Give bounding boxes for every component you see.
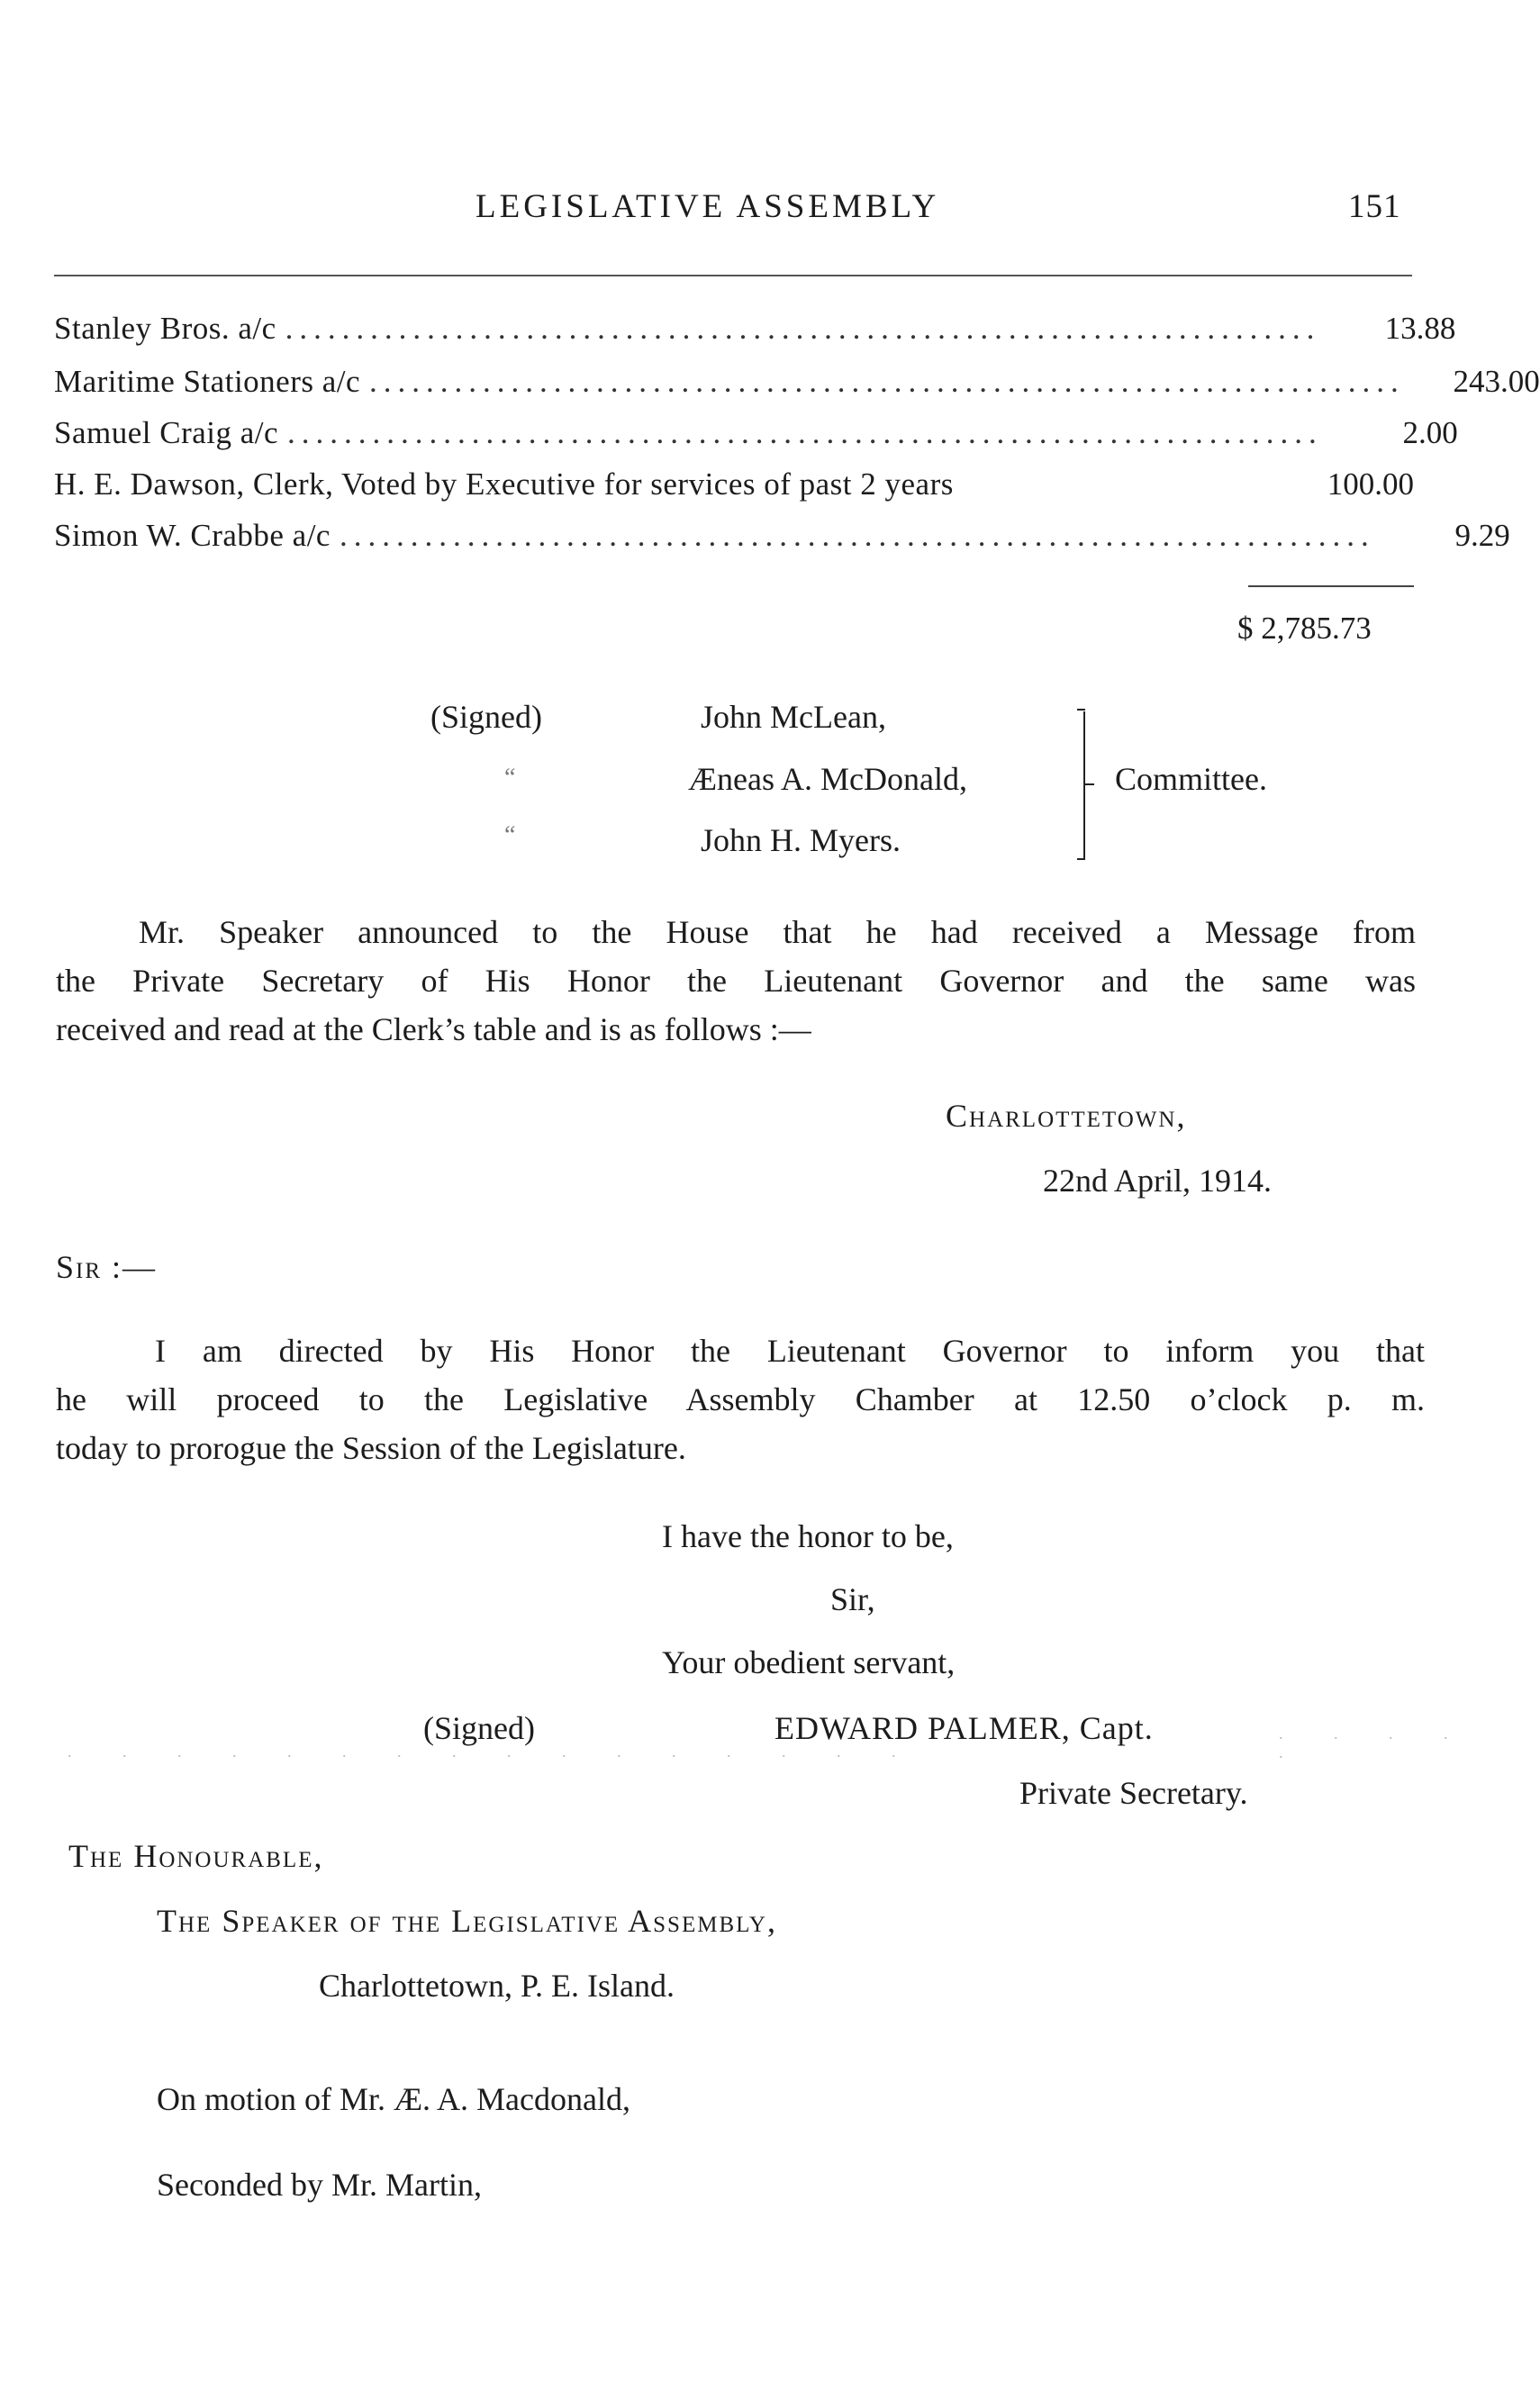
page-header-title: LEGISLATIVE ASSEMBLY xyxy=(476,188,940,225)
paragraph-line: received and read at the Clerk’s table and is as follows :— xyxy=(56,1011,811,1047)
letter-date: 22nd April, 1914. xyxy=(1043,1163,1273,1199)
letter-closing: Sir, xyxy=(830,1581,875,1617)
committee-member: John McLean, xyxy=(701,699,886,735)
committee-member: John H. Myers. xyxy=(701,822,901,858)
account-row xyxy=(54,466,1414,513)
signed-label: (Signed) xyxy=(430,699,542,735)
address-line: The Speaker of the Legislative Assembly, xyxy=(157,1903,777,1939)
paragraph-line: Mr. Speaker announced to the House that he had received a Message from xyxy=(139,914,1416,950)
brace-bottom xyxy=(1077,858,1085,860)
letter-place: Charlottetown, xyxy=(946,1098,1187,1134)
account-row xyxy=(54,364,1540,411)
letter-salutation: Sir :— xyxy=(56,1249,158,1285)
dot-leader: ......................................................................... xyxy=(339,518,1375,553)
dot-leader: ......................................................................... xyxy=(287,415,1323,450)
motion-moved: On motion of Mr. Æ. A. Macdonald, xyxy=(157,2081,630,2117)
paragraph-line: he will proceed to the Legislative Assembly Chamber at 12.50 o’clock p. m. xyxy=(56,1381,1425,1417)
account-amount: 13.88 xyxy=(1384,311,1456,346)
letter-signatory-title: Private Secretary. xyxy=(1019,1775,1248,1811)
brace-top xyxy=(1077,709,1085,711)
ditto-mark: “ xyxy=(504,764,516,792)
letter-body xyxy=(56,1326,1425,1472)
page-number: 151 xyxy=(1348,188,1401,225)
address-line: Charlottetown, P. E. Island. xyxy=(319,1968,675,2004)
account-row xyxy=(54,518,1510,565)
total-amount: $ 2,785.73 xyxy=(1237,611,1372,646)
letter-signatory: EDWARD PALMER, Capt. xyxy=(775,1710,1154,1746)
dot-leader: ......................................................................... xyxy=(285,311,1321,346)
account-row xyxy=(54,311,1456,358)
speaker-paragraph xyxy=(56,908,1416,1054)
account-item: Simon W. Crabbe a/c xyxy=(54,518,331,553)
account-amount: 2.00 xyxy=(1402,415,1458,450)
account-item: H. E. Dawson, Clerk, Voted by Executive for services of past 2 years xyxy=(54,466,954,502)
ditto-mark: “ xyxy=(504,821,516,849)
account-item: Samuel Craig a/c xyxy=(54,415,279,450)
committee-label: Committee. xyxy=(1115,761,1267,797)
paragraph-line: the Private Secretary of His Honor the Lieutenant Governor and the same was xyxy=(56,963,1416,999)
account-amount: 9.29 xyxy=(1454,518,1510,553)
paragraph-line: today to prorogue the Session of the Legislature. xyxy=(56,1430,686,1466)
faint-dots: . . . . . . . . . . . . . . . . xyxy=(68,1743,919,1761)
account-amount: 100.00 xyxy=(1327,466,1414,502)
dot-leader: ......................................................................... xyxy=(369,364,1405,399)
brace-point xyxy=(1085,783,1094,785)
signed-label: (Signed) xyxy=(423,1710,535,1746)
brace xyxy=(1083,711,1085,860)
account-item: Stanley Bros. a/c xyxy=(54,311,276,346)
header-rule xyxy=(54,275,1412,276)
motion-seconded: Seconded by Mr. Martin, xyxy=(157,2167,482,2203)
letter-closing: I have the honor to be, xyxy=(662,1518,954,1554)
faint-dots: . . . . . xyxy=(1279,1725,1472,1761)
sum-rule xyxy=(1248,585,1414,587)
account-amount: 243.00 xyxy=(1453,364,1540,399)
address-line: The Honourable, xyxy=(68,1838,324,1874)
account-row xyxy=(54,415,1458,462)
paragraph-line: I am directed by His Honor the Lieutenant Governor to inform you that xyxy=(155,1333,1425,1369)
letter-closing: Your obedient servant, xyxy=(662,1644,956,1680)
committee-member: Æneas A. McDonald, xyxy=(688,761,967,797)
account-item: Maritime Stationers a/c xyxy=(54,364,361,399)
